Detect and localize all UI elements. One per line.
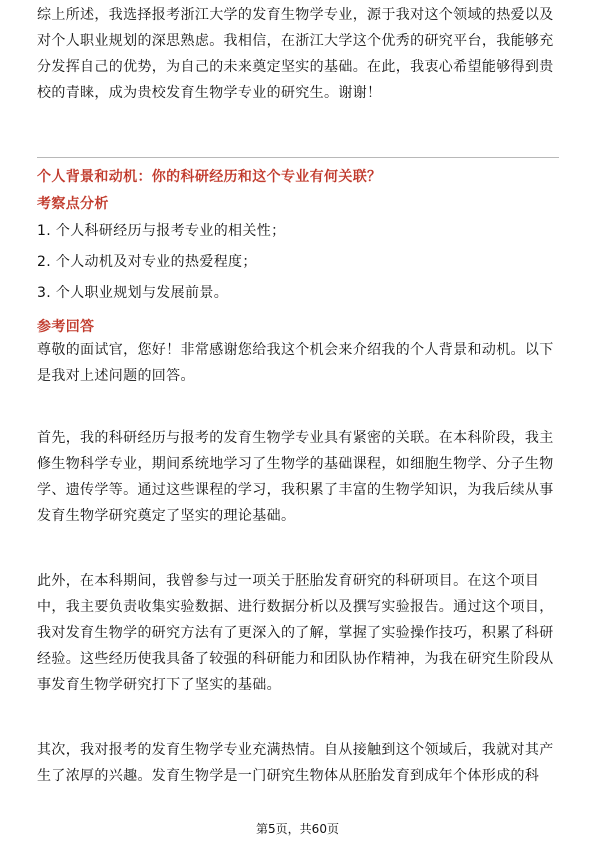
analysis-label: 考察点分析 [37, 196, 109, 212]
text-line: 其次，我对报考的发育生物学专业充满热情。自从接触到这个领域后，我就对其产 [37, 742, 554, 758]
answer-paragraph [37, 568, 559, 698]
answer-label: 参考回答 [37, 319, 95, 335]
answer-paragraph [37, 425, 559, 529]
text-line: 校的青睐，成为贵校发育生物学专业的研究生。谢谢！ [37, 85, 382, 101]
text-line: 首先，我的科研经历与报考的发育生物学专业具有紧密的关联。在本科阶段，我主 [37, 430, 554, 446]
text-line: 综上所述，我选择报考浙江大学的发育生物学专业，源于我对这个领域的热爱以及 [37, 7, 554, 23]
text-line: 经验。这些经历使我具备了较强的科研能力和团队协作精神，为我在研究生阶段从 [37, 651, 554, 667]
text-line: 发育生物学研究奠定了坚实的理论基础。 [37, 508, 296, 524]
text-line: 对个人职业规划的深思熟虑。我相信，在浙江大学这个优秀的研究平台，我能够充 [37, 33, 554, 49]
page-number: 第5页，共60页 [256, 822, 339, 836]
intro-paragraph [37, 2, 559, 106]
analysis-item: 1. 个人科研经历与报考专业的相关性； [37, 223, 286, 239]
text-line: 中，我主要负责收集实验数据、进行数据分析以及撰写实验报告。通过这个项目， [37, 599, 554, 615]
answer-paragraph [37, 737, 559, 789]
text-line: 分发挥自己的优势，为自己的未来奠定坚实的基础。在此，我衷心希望能够得到贵 [37, 59, 554, 75]
text-line: 此外，在本科期间，我曾参与过一项关于胚胎发育研究的科研项目。在这个项目 [37, 573, 540, 589]
text-line: 是我对上述问题的回答。 [37, 368, 195, 384]
analysis-item: 2. 个人动机及对专业的热爱程度； [37, 254, 257, 270]
text-line: 尊敬的面试官，您好！非常感谢您给我这个机会来介绍我的个人背景和动机。以下 [37, 342, 554, 358]
analysis-item: 3. 个人职业规划与发展前景。 [37, 285, 229, 301]
text-line: 事发育生物学研究打下了坚实的基础。 [37, 677, 281, 693]
text-line: 我对发育生物学的研究方法有了更深入的了解，掌握了实验操作技巧，积累了科研 [37, 625, 554, 641]
text-line: 生了浓厚的兴趣。发育生物学是一门研究生物体从胚胎发育到成年个体形成的科 [37, 768, 540, 784]
text-line: 学、遗传学等。通过这些课程的学习，我积累了丰富的生物学知识，为我后续从事 [37, 482, 554, 498]
question-heading: 个人背景和动机：你的科研经历和这个专业有何关联？ [37, 169, 382, 185]
section-divider [37, 157, 559, 158]
text-line: 修生物科学专业，期间系统地学习了生物学的基础课程，如细胞生物学、分子生物 [37, 456, 554, 472]
answer-paragraph [37, 337, 559, 389]
